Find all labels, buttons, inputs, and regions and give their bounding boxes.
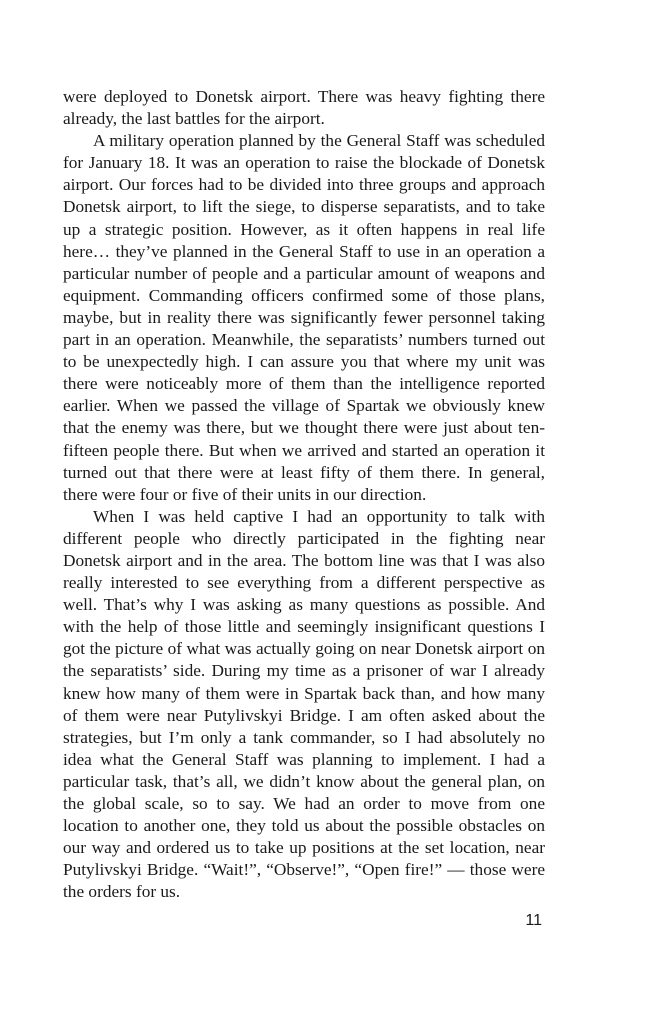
paragraph-continuation: were deployed to Donetsk airport. There was heavy fighting there already, the last battles for the airport.: [63, 87, 545, 129]
paragraph-held-captive: When I was held captive I had an opportunity to talk with different people who directly participated in the fighting near Donetsk airport and in the area. The bottom line was that I was also really interested to see everything from a different perspective as well. That’s why I was asking as many questions as possible. And with the help of those little and seemingly insignificant questions I got the picture of what was actually going on near Donetsk airport on the separatists’ side. During my time as a prisoner of war I already knew how many of them were in Spartak back than, and how many of them were near Putylivskyi Bridge. I am often asked about the strategies, but I’m only a tank commander, so I had absolutely no idea what the General Staff was planning to implement. I had a particular task, that’s all, we didn’t know about the general plan, on the global scale, so to say. We had an order to move from one location to another one, they told us about the possible obstacles on our way and ordered us to take up positions at the set location, near Putylivskyi Bridge. “Wait!”, “Observe!”, “Open fire!” — those were the orders for us.: [63, 506, 545, 902]
paragraph-military-operation: A military operation planned by the General Staff was scheduled for January 18. It was an operation to raise the blockade of Donetsk airport. Our forces had to be divided into three groups and approach Donetsk airport, to lift the siege, to disperse separatists, and to take up a strategic position. However, as it often happens in real life here… they’ve planned in the General Staff to use in an operation a particular number of people and a particular amount of weapons and equipment. Commanding officers confirmed some of those plans, maybe, but in reality there was significantly fewer personnel taking part in an operation. Meanwhile, the separatists’ numbers turned out to be unexpectedly high. I can assure you that where my unit was there were noticeably more of them than the intelligence reported earlier. When we passed the village of Spartak we obviously knew that the enemy was there, but we thought there were just about ten-fifteen people there. But when we arrived and started an operation it turned out that there were at least fifty of them there. In general, there were four or five of their units in our direction.: [63, 131, 545, 504]
page-body-text: [63, 86, 545, 903]
page-number: 11: [525, 912, 542, 929]
